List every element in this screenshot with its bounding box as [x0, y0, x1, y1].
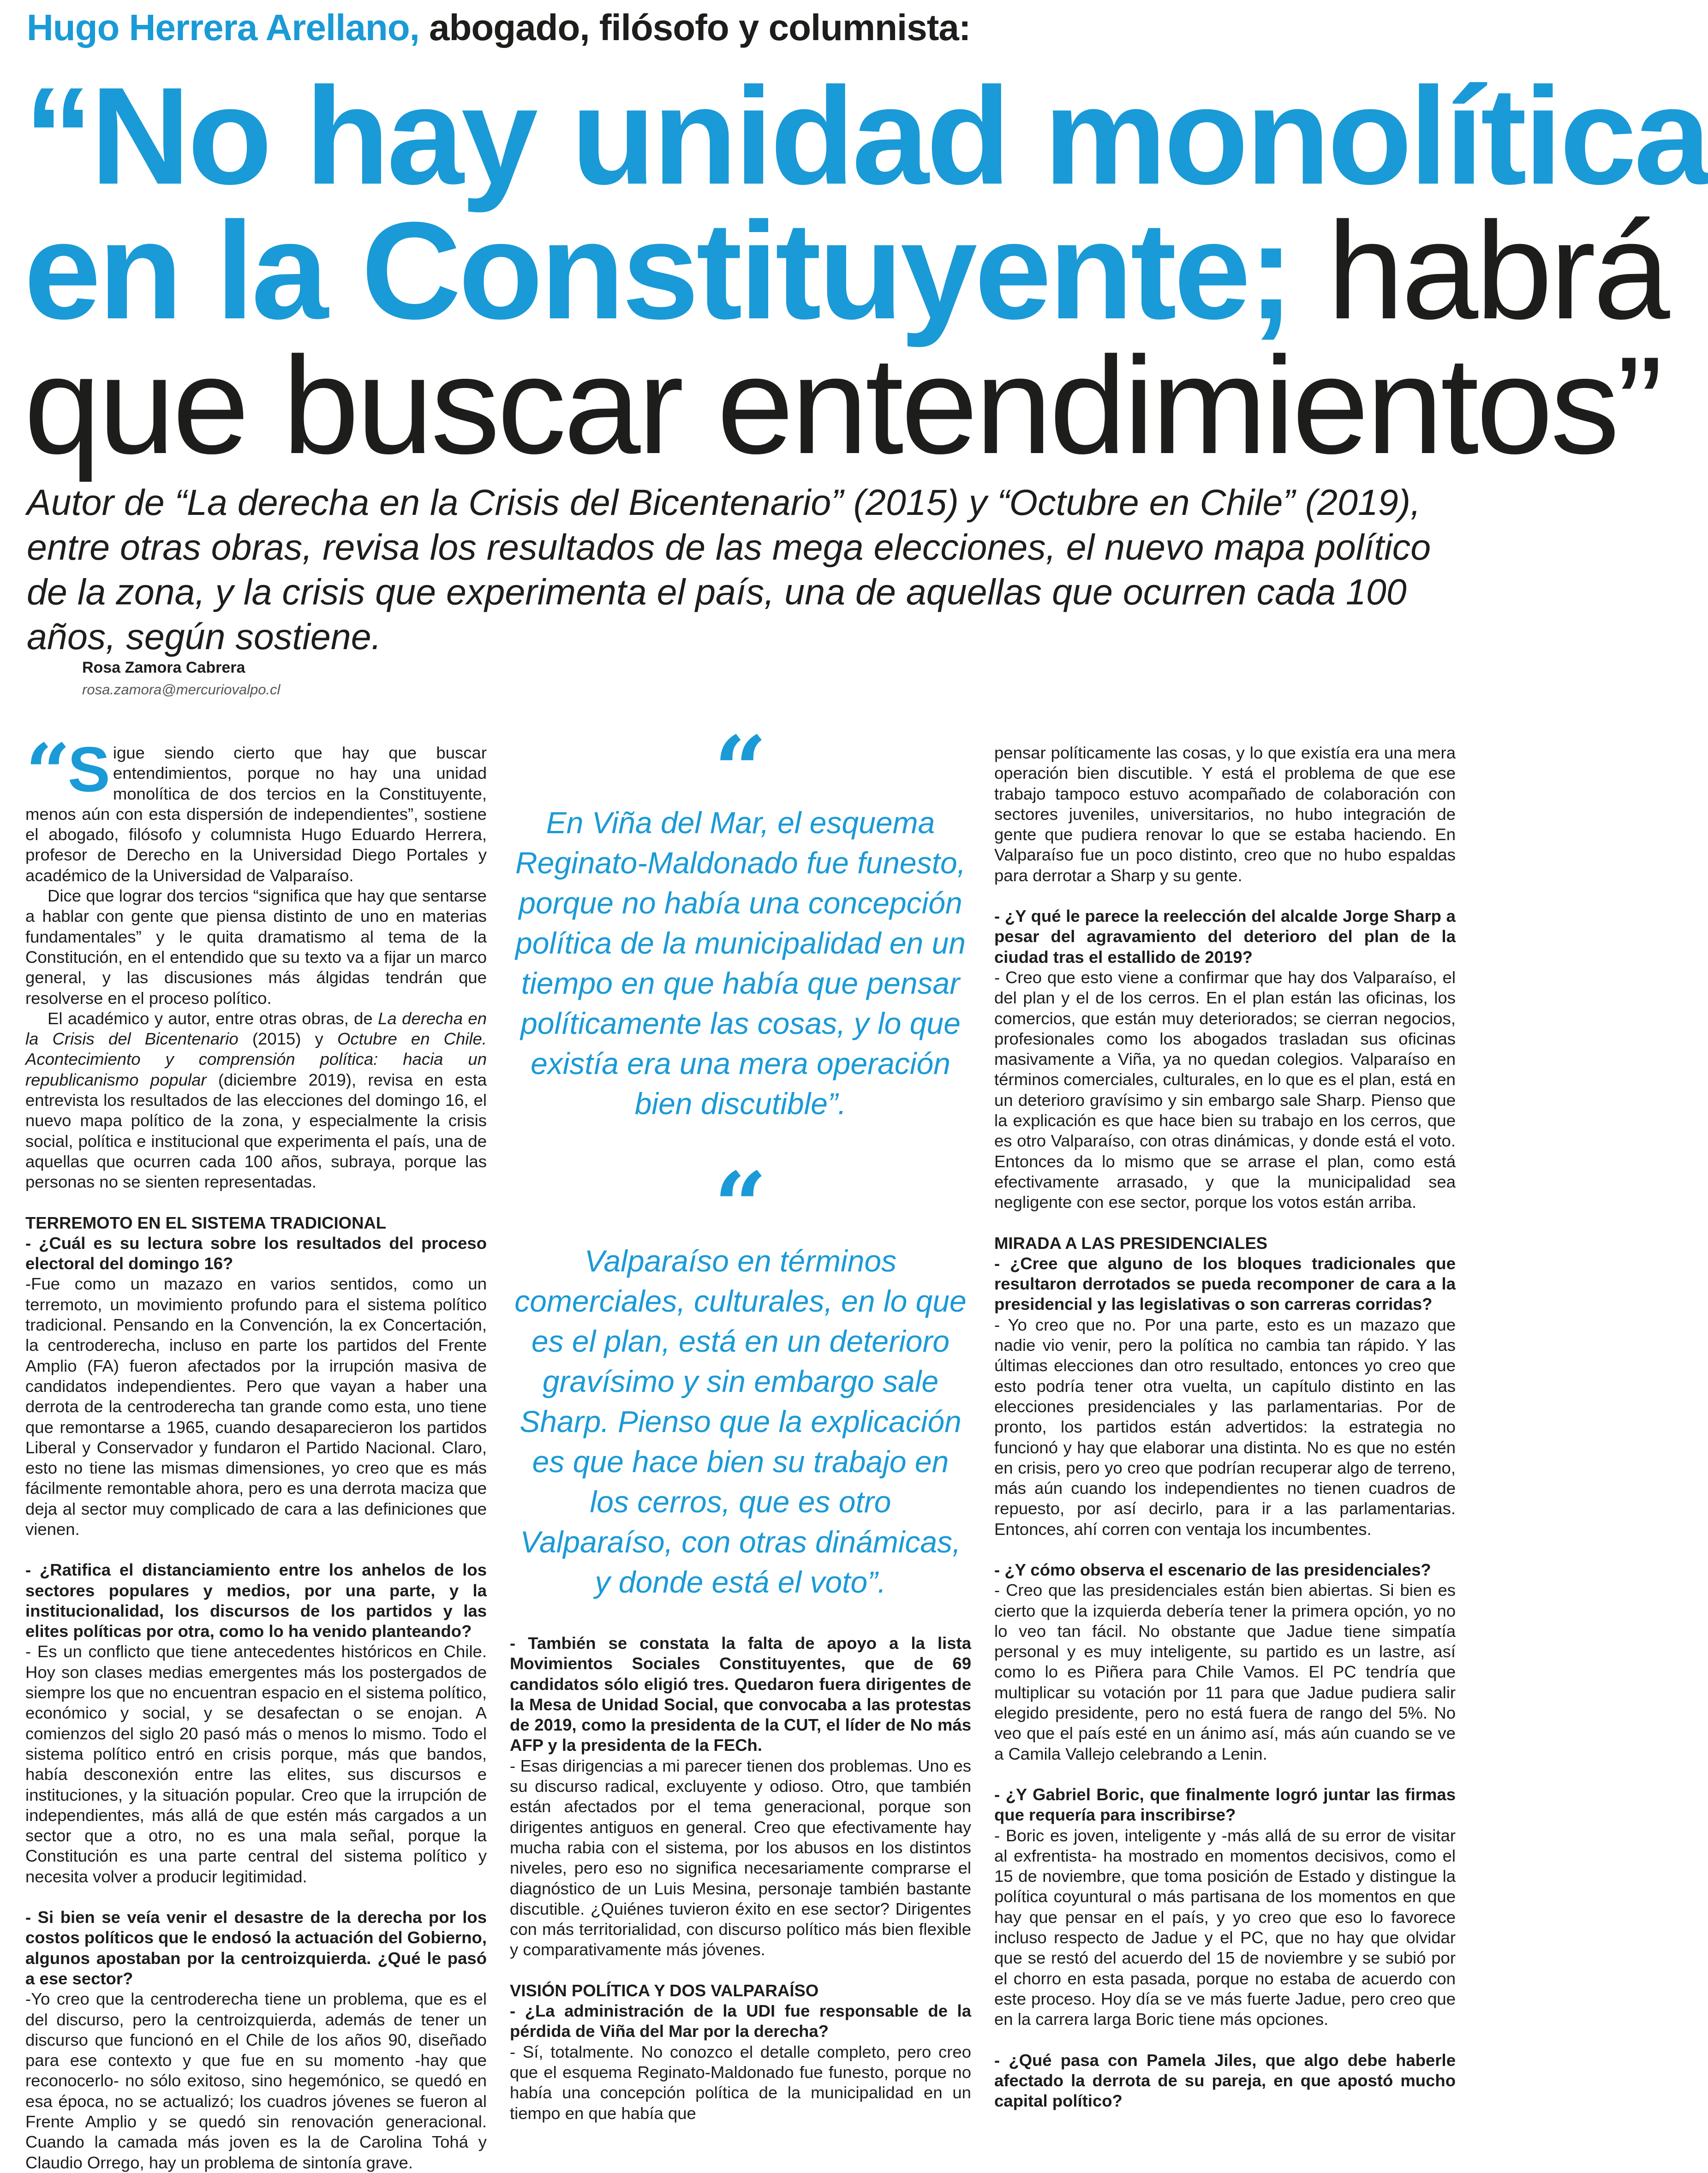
question: - ¿Y Gabriel Boric, que finalmente logró juntar las firmas que requería para inscribirse? [994, 1785, 1456, 1825]
column-1 [25, 727, 487, 2173]
headline-line-3: que buscar entendimientos” [24, 328, 1660, 483]
headline-line-2-dark: habrá [1291, 193, 1667, 348]
pull-quote-1: En Viña del Mar, el esquema Reginato-Maldonado fue funesto, porque no había una concepción política de la municipalidad en un tiempo en que había que pensar políticamente las cosas, y lo que existía era una mera operación bien discutible”. [515, 806, 966, 1121]
question: - También se constata la falta de apoyo a la lista Movimientos Sociales Constituyentes, que de 69 candidatos sólo eligió tres. Quedaron fuera dirigentes de la Mesa de Unidad Social, que convocaba a las protestas de 2019, como la presidenta de la CUT, el líder de No más AFP y la presidenta de la FECh. [510, 1634, 971, 1755]
headline-line-1: “No hay unidad monolítica [24, 58, 1708, 213]
question: - ¿Qué pasa con Pamela Jiles, que algo debe haberle afectado la derrota de su pareja, en que apostó mucho capital político? [994, 2050, 1456, 2111]
answer: pensar políticamente las cosas, y lo que existía era una mera operación bien discutible. Y está el problema de que ese trabajo tampoco estuvo acompañado de colaboración con sectores juveniles, universitarios, no hubo integración de gente que pudiera renovar lo que se estaba haciendo. En Valparaíso fue un poco distinto, creo que no hubo espaldas para derrotar a Sharp y su gente. [994, 743, 1456, 885]
deck: Autor de “La derecha en la Crisis del Bicentenario” (2015) y “Octubre en Chile” (2019), entre otras obras, revisa los resultados de las mega elecciones, el nuevo mapa político de la zona, y la crisis que experimenta el país, una de aquellas que ocurren cada 100 años, según sostiene. [27, 482, 1431, 657]
paragraph: igue siendo cierto que hay que buscar entendimientos, porque no hay una unidad monolítica de dos tercios en la Constituyente, menos aún con esta dispersión de independientes”, sostiene el abogado, filósofo y columnista Hugo Eduardo Herrera, profesor de Derecho en la Universidad Diego Portales y académico de la Universidad de Valparaíso. [25, 743, 487, 885]
kicker-role: abogado, filósofo y columnista: [419, 7, 971, 48]
headline [24, 58, 1708, 483]
byline [82, 659, 280, 698]
column-3 [994, 743, 1456, 2111]
question: - Si bien se veía venir el desastre de la derecha por los costos políticos que le endosó la actuación del Gobierno, algunos apostaban por la centroizquierda. ¿Qué le pasó a ese sector? [25, 1908, 487, 1988]
dropcap-letter: S [67, 734, 110, 805]
text-run: El académico y autor, entre otras obras, de [48, 1009, 378, 1028]
book-title: Octubre en Chile. Acontecimiento y comprensión política: hacia un republicanismo popular [25, 1029, 487, 1089]
headline-line-2-blue: en la Constituyente; [24, 193, 1291, 348]
answer: - Creo que esto viene a confirmar que hay dos Valparaíso, el del plan y el de los cerros. En el plan están las oficinas, los comercios, que están muy deteriorados; se cierran negocios, profesionales como los abogados trasladan sus oficinas masivamente a Viña, ya no quedan colegios. Valparaíso en términos comerciales, culturales, en lo que es el plan, está en un deterioro gravísimo y sin embargo sale Sharp. Pienso que la explicación es que hace bien su trabajo en los cerros, que es otro Valparaíso, con otras dinámicas, y donde está el voto. Entonces da lo mismo que se arrase el plan, como está efectivamente arrasado, y que la municipalidad sea negligente con ese sector, porque los votos están arriba. [994, 967, 1456, 1212]
book-title: La derecha en la Crisis del Bicentenario [25, 1009, 487, 1049]
answer: -Fue como un mazazo en varios sentidos, como un terremoto, un movimiento profundo para el sistema político tradicional. Pensando en la Convención, la ex Concertación, la centroderecha, incluso en parte los partidos del Frente Amplio (FA) fueron afectados por la irrupción masiva de candidatos independientes. Pero que vayan a haber una derrota de la centroderecha tan grande como esta, uno tiene que remontarse a 1965, cuando desaparecieron los partidos Liberal y Conservador y fundaron el Partido Nacional. Claro, esto no tiene las mismas dimensiones, yo creo que es más fácilmente remontable ahora, pero es una derrota maciza que deja al sector muy complicado de cara a las definiciones que vienen. [25, 1274, 487, 1539]
text-run: (2015) y [238, 1029, 337, 1049]
column-2 [510, 1633, 971, 2124]
subheading: MIRADA A LAS PRESIDENCIALES [994, 1233, 1268, 1253]
byline-email[interactable]: rosa.zamora@mercuriovalpo.cl [82, 681, 281, 698]
subheading: TERREMOTO EN EL SISTEMA TRADICIONAL [25, 1213, 387, 1232]
question: - ¿Ratifica el distanciamiento entre los anhelos de los sectores populares y medios, por una parte, y la institucionalidad, los discursos de los partidos y las elites políticas por otra, como lo ha venido planteando? [25, 1560, 487, 1641]
text-run: (diciembre 2019), revisa en esta entrevista los resultados de las elecciones del domingo 16, el nuevo mapa político de la zona, y especialmente la crisis social, política e institucional que experimenta el país, una de aquellas que ocurren cada 100 años, subraya, porque las personas no se sienten representadas. [25, 1070, 487, 1192]
kicker [27, 6, 1457, 49]
pull-quote-mark: “ [714, 716, 767, 824]
dropcap [25, 727, 110, 819]
kicker-name: Hugo Herrera Arellano, [27, 7, 419, 48]
pull-quote-mark: “ [714, 1152, 767, 1260]
answer: - Creo que las presidenciales están bien abiertas. Si bien es cierto que la izquierda debería tener la primera opción, yo no lo veo tan fácil. No obstante que Jadue tiene simpatía personal y es muy inteligente, su partido es un lastre, así como lo es Piñera para Chile Vamos. El PC tendría que multiplicar su votación por 11 para que Jadue pudiera salir elegido presidente, pero no está fuera de rango del 5%. No veo que el país esté en un ánimo así, más aún cuando se ve a Camila Vallejo celebrando a Lenin. [994, 1581, 1456, 1763]
question: - ¿Cree que alguno de los bloques tradicionales que resultaron derrotados se pueda recomponer de cara a la presidencial y las legislativas o son carreras corridas? [994, 1254, 1456, 1314]
answer: - Es un conflicto que tiene antecedentes históricos en Chile. Hoy son clases medias emergentes más los postergados de siempre los que no encuentran espacio en el sistema político, económico y social, y se desafectan o se enojan. A comienzos del siglo 20 pasó más o menos lo mismo. Todo el sistema político entró en crisis porque, más que bandos, había desconexión entre las elites, sus discursos e instituciones, y la situación popular. Creo que la irrupción de independientes, más allá de que estén más cargados a un sector que a otro, no es una mala señal, porque la Constitución es una parte central del sistema político y necesita volver a producir legitimidad. [25, 1642, 487, 1886]
answer: - Sí, totalmente. No conozco el detalle completo, pero creo que el esquema Reginato-Maldonado fue funesto, porque no había una concepción política de la municipalidad en un tiempo en que había que [510, 2042, 971, 2123]
dropcap-quote-mark: “ [25, 727, 66, 819]
pull-quote-2: Valparaíso en términos comerciales, culturales, en lo que es el plan, está en un deterioro gravísimo y sin embargo sale Sharp. Pienso que la explicación es que hace bien su trabajo en los cerros, que es otro Valparaíso, con otras dinámicas, y donde está el voto”. [514, 1244, 967, 1599]
question: - ¿Cuál es su lectura sobre los resultados del proceso electoral del domingo 16? [25, 1233, 487, 1273]
question: - ¿Y cómo observa el escenario de las presidenciales? [994, 1560, 1431, 1579]
paragraph: Dice que lograr dos tercios “significa que hay que sentarse a hablar con gente que piensa distinto de uno en materias fundamentales” y le quita dramatismo al tema de la Constitución, en el entendido que su texto va a fijar un marco general, y las discusiones más álgidas tendrán que resolverse en el proceso político. [25, 886, 487, 1008]
answer: - Esas dirigencias a mi parecer tienen dos problemas. Uno es su discurso radical, excluyente y odioso. Otro, que también están afectados por el tema generacional, porque son dirigentes antiguos en general. Creo que efectivamente hay mucha rabia con el sistema, por los abusos en los distintos niveles, pero eso no significa necesariamente comprarse el diagnóstico de un Luis Mesina, personaje también bastante discutible. ¿Quiénes tuvieron éxito en ese sector? Dirigentes con más territorialidad, con discurso político más bien flexible y comparativamente más jóvenes. [510, 1756, 971, 1959]
paragraph [25, 1009, 487, 1193]
question: - ¿Y qué le parece la reelección del alcalde Jorge Sharp a pesar del agravamiento del deterioro del plan de la ciudad tras el estallido de 2019? [994, 907, 1456, 967]
question: - ¿La administración de la UDI fue responsable de la pérdida de Viña del Mar por la derecha? [510, 2001, 971, 2041]
answer: -Yo creo que la centroderecha tiene un problema, que es el del discurso, pero la centroizquierda, además de tener un discurso que funcionó en el Chile de los años 90, diseñado para ese contexto y que fue en su momento -hay que reconocerlo- no sólo exitoso, sino hegemónico, se quedó en esa época, no se actualizó; los cuadros jóvenes se fueron al Frente Amplio y se quedó sin renovación generacional. Cuando la camada más joven es la de Carolina Tohá y Claudio Orrego, hay un problema de sintonía grave. [25, 1989, 487, 2172]
answer: - Yo creo que no. Por una parte, esto es un mazazo que nadie vio venir, pero la política no cambia tan rápido. Y las últimas elecciones dan otro resultado, entonces yo creo que esto podría tener otra vuelta, un capítulo distinto en las elecciones presidenciales y las parlamentarias. Por de pronto, los partidos están advertidos: la estrategia no funcionó y hay que elaborar una distinta. No es que no estén en crisis, pero yo creo que podrían recuperar algo de terreno, más aún cuando los independientes no tienen cuadros de repuesto, por así decirlo, para ir a las parlamentarias. Entonces, ahí corren con ventaja los incumbentes. [994, 1315, 1456, 1539]
byline-author: Rosa Zamora Cabrera [82, 659, 245, 676]
answer: - Boric es joven, inteligente y -más allá de su error de visitar al exfrentista- ha mostrado en momentos decisivos, como el 15 de noviembre, que toma posición de Estado y distingue la política coyuntural o más partisana de los momentos en que hay que pensar en el país, y yo creo que eso lo favorece incluso respecto de Jadue y el PC, que no hay que olvidar que se restó del acuerdo del 15 de noviembre y se subió por el chorro en esta pasada, porque no estaba de acuerdo con este proceso. Hoy día se ve más fuerte Jadue, pero creo que en la carrera larga Boric tiene más opciones. [994, 1826, 1456, 2029]
subheading: VISIÓN POLÍTICA Y DOS VALPARAÍSO [510, 1981, 819, 2000]
